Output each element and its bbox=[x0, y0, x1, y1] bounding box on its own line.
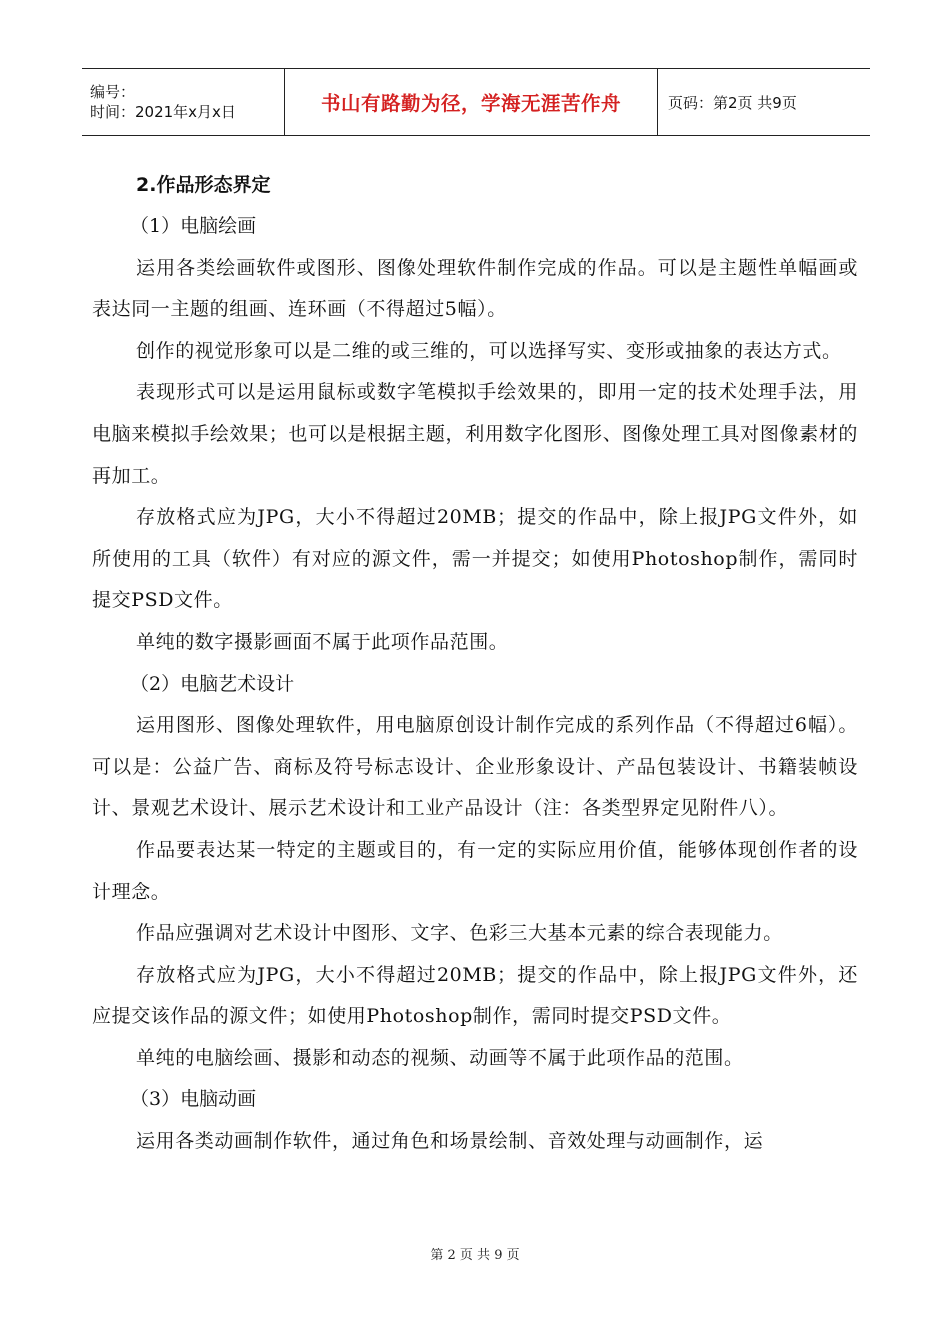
page-header bbox=[82, 68, 870, 136]
paragraph: 表现形式可以是运用鼠标或数字笔模拟手绘效果的，即用一定的技术处理手法，用电脑来模拟手绘效果；也可以是根据主题，利用数字化图形、图像处理工具对图像素材的再加工。 bbox=[92, 381, 858, 487]
number-label: 编号： bbox=[90, 83, 136, 101]
paragraph: 运用各类动画制作软件，通过角色和场景绘制、音效处理与动画制作，运 bbox=[136, 1130, 764, 1153]
subsection-heading: （3）电脑动画 bbox=[130, 1088, 257, 1111]
paragraph: 单纯的电脑绘画、摄影和动态的视频、动画等不属于此项作品的范围。 bbox=[136, 1046, 744, 1069]
section-title: 2.作品形态界定 bbox=[136, 174, 271, 196]
subsection-heading: （1）电脑绘画 bbox=[130, 215, 257, 237]
header-motto: 书山有路勤为径，学海无涯苦作舟 bbox=[284, 69, 658, 135]
document-body bbox=[92, 164, 858, 1163]
paragraph: 运用图形、图像处理软件，用电脑原创设计制作完成的系列作品（不得超过6幅）。可以是：公益广告、商标及符号标志设计、企业形象设计、产品包装设计、书籍装帧设计、景观艺术设计、展示艺术设计和工业产品设计（注：各类型界定见附件八）。 bbox=[92, 714, 858, 820]
paragraph: 作品应强调对艺术设计中图形、文字、色彩三大基本元素的综合表现能力。 bbox=[136, 922, 783, 945]
paragraph: 单纯的数字摄影画面不属于此项作品范围。 bbox=[136, 630, 509, 653]
paragraph: 运用各类绘画软件或图形、图像处理软件制作完成的作品。可以是主题性单幅画或表达同一主题的组画、连环画（不得超过5幅）。 bbox=[92, 256, 858, 321]
subsection-heading: （2）电脑艺术设计 bbox=[130, 672, 295, 695]
page-footer: 第 2 页 共 9 页 bbox=[430, 1248, 520, 1263]
paragraph: 创作的视觉形象可以是二维的或三维的，可以选择写实、变形或抽象的表达方式。 bbox=[136, 339, 842, 362]
paragraphs bbox=[92, 206, 858, 1163]
paragraph: 存放格式应为JPG，大小不得超过20MB；提交的作品中，除上报JPG文件外，如所使用的工具（软件）有对应的源文件，需一并提交；如使用Photoshop制作，需同时提交PSD文件。 bbox=[92, 506, 858, 612]
time-label: 时间：2021年x月x日 bbox=[90, 103, 236, 121]
header-meta bbox=[82, 69, 284, 135]
paragraph: 存放格式应为JPG，大小不得超过20MB；提交的作品中，除上报JPG文件外，还应提交该作品的源文件；如使用Photoshop制作，需同时提交PSD文件。 bbox=[92, 963, 858, 1028]
paragraph: 作品要表达某一特定的主题或目的，有一定的实际应用价值，能够体现创作者的设计理念。 bbox=[92, 838, 858, 903]
header-page-info: 页码：第2页 共9页 bbox=[668, 93, 797, 112]
